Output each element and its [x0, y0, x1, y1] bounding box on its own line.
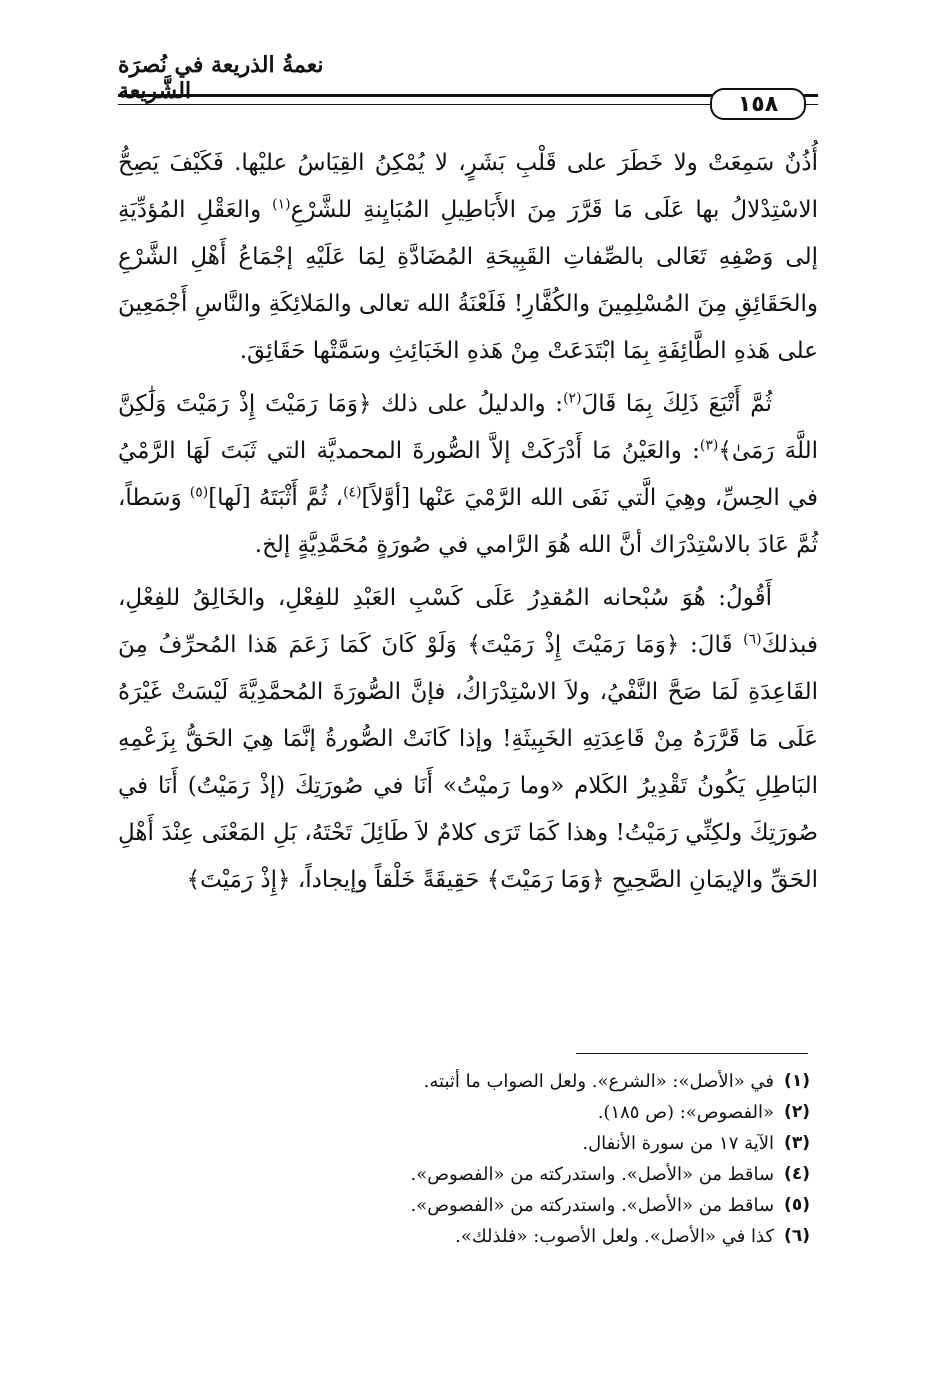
footnote	[300, 1221, 810, 1252]
footnote-text: «الفصوص»: (ص ١٨٥).	[597, 1102, 775, 1123]
text-run: ، ثُمَّ أَثْبَتَهُ [لَها]	[208, 485, 344, 511]
footnote-separator	[576, 1053, 808, 1054]
footnote-ref[interactable]: (٢)	[563, 390, 582, 407]
running-header-title: نعمةُ الذريعة في نُصرَة الشَّريعة	[118, 52, 324, 104]
text-run: : والعَيْنُ مَا أَدْرَكَتْ إلاَّ الصُّورةَ المحمديَّة التي ثَبَتَ لَهَا الرَّمْيُ في الحِسِّ، وهِيَ الَّتي نَفَى الله الرَّمْيَ عَنْها [أوَّلاً]	[118, 438, 818, 511]
footnote-ref[interactable]: (١)	[272, 196, 291, 213]
footnote-text: ساقط من «الأصل». واستدركته من «الفصوص».	[410, 1164, 775, 1185]
footnote-text: ساقط من «الأصل». واستدركته من «الفصوص».	[410, 1195, 775, 1216]
page-number: ١٥٨	[737, 91, 779, 117]
paragraph-3	[118, 575, 818, 904]
text-run: أُذُنٌ سَمِعَتْ ولا خَطَرَ على قَلْبِ بَشَرٍ، لا يُمْكِنُ القِيَاسُ عليْها. فَكَيْفَ يَصِحُّ الاسْتِدْلالُ بها عَلَى مَا قَرَّرَ مِنَ الأَبَاطِيلِ المُبَايِنةِ للشَّرْعِ	[118, 150, 819, 223]
footnote	[300, 1128, 810, 1159]
footnote	[300, 1097, 810, 1128]
footnote	[300, 1190, 810, 1221]
footnote-ref[interactable]: (٣)	[699, 437, 719, 454]
page-number-badge	[710, 88, 806, 120]
footnote-ref[interactable]: (٥)	[189, 484, 209, 501]
footnote-ref[interactable]: (٦)	[743, 631, 762, 648]
footnote-ref[interactable]: (٤)	[343, 484, 362, 501]
footnote-text: كذا في «الأصل». ولعل الأصوب: «فلذلك».	[455, 1226, 775, 1247]
text-run: ثُمَّ أَتْبَعَ ذَلِكَ بِمَا قَالَ	[581, 391, 772, 417]
footnote-number: (٦)	[784, 1226, 810, 1246]
footnote-text: في «الأصل»: «الشرع». ولعل الصواب ما أثبته.	[423, 1071, 775, 1092]
footnote-number: (٤)	[784, 1164, 810, 1184]
footnote-number: (٥)	[784, 1195, 810, 1215]
paragraph-1	[118, 140, 818, 375]
footnote	[300, 1159, 810, 1190]
text-run: أَقُولُ: هُوَ سُبْحانه المُقدِرُ عَلَى كَسْبِ العَبْدِ للفِعْلِ، والخَالِقُ للفِعْلِ، فبذلكَ	[118, 585, 818, 658]
text-run: قَالَ: ﴿وَمَا رَمَيْتَ إِذْ رَمَيْتَ﴾ وَلَوْ كَانَ كَمَا زَعَمَ هَذا المُحرِّفُ مِنَ القَاعِدَةِ لَمَا صَحَّ النَّفْيُ، ولاَ الاسْتِدْرَاكُ، فإنَّ الصُّورَةَ المُحمَّدِيَّةَ لَيْسَتْ غَيْرَهُ عَلَى مَا قَرَّرَهُ مِنْ قَاعِدَتِهِ الخَبِيثَةِ! وإذا كَانَتْ الصُّورةُ إنَّمَا هِيَ الحَقُّ بِزَعْمِهِ البَاطِلِ يَكُونُ تَقْدِيرُ الكَلام «وما رَميْتُ» أَنَا في صُورَتِكَ (إذْ رَمَيْتُ) أَنَا في صُورَتِكَ ولكِنِّي رَمَيْتُ! وهذا كَمَا تَرَى كلامٌ لاَ طَائِلَ تَحْتَهُ، بَلِ المَعْنَى عِنْدَ أَهْلِ الحَقِّ والإيمَانِ الصَّحِيحِ ﴿وَمَا رَمَيْتَ﴾ حَقِيقَةً خَلْقاً وإيجاداً، ﴿إِذْ رَمَيْتَ﴾	[118, 632, 818, 893]
footnote-number: (٣)	[784, 1133, 810, 1153]
footnote	[300, 1066, 810, 1097]
paragraph-2	[118, 381, 818, 569]
text-run: وَسَطاً، ثُمَّ عَادَ بالاسْتِدْرَاك أنَّ الله هُوَ الرَّامي في صُورَةٍ مُحَمَّدِيَّةٍ إلخ.	[118, 485, 818, 558]
footnote-text: الآية ١٧ من سورة الأنفال.	[582, 1133, 775, 1154]
main-text	[118, 140, 818, 904]
footnote-number: (١)	[784, 1071, 810, 1091]
footnote-number: (٢)	[784, 1102, 810, 1122]
text-run: والعَقْلِ المُؤدِّيَةِ إلى وَصْفِهِ تَعَالى بالصِّفاتِ القَبِيحَةِ المُضَادَّةِ لِمَا عَلَيْهِ إجْمَاعُ أَهْلِ الشَّرْعِ والحَقَائِقِ مِنَ المُسْلِمِينَ والكُفَّارِ! فَلَعْنَةُ الله تعالى والمَلائِكَةِ والنَّاسِ أَجْمَعِينَ على هَذهِ الطَّائِفَةِ بِمَا ابْتَدَعَتْ مِنْ هَذهِ الخَبَائِثِ وسَمَّتْها حَقَائِقَ.	[118, 197, 818, 364]
footnotes	[300, 1066, 810, 1252]
text-run: : والدليلُ على ذلك ﴿وَمَا رَمَيْتَ إِذْ رَمَيْتَ وَلَٰكِنَّ اللَّهَ رَمَىٰ﴾	[118, 391, 818, 464]
